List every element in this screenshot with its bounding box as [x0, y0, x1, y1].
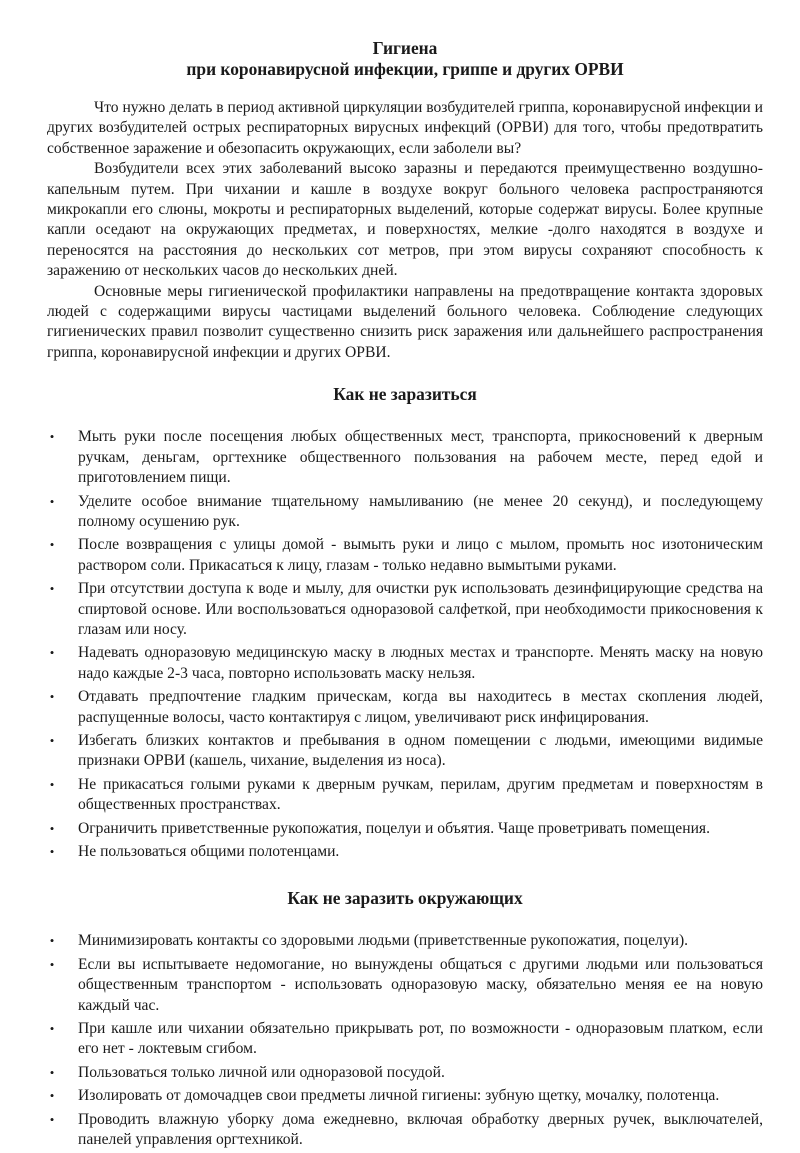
document-page [47, 38, 763, 1153]
list-item [47, 1019, 763, 1060]
list-item-text: При отсутствии доступа к воде и мылу, для очистки рук использовать дезинфицирующие средства на спиртовой основе. Или воспользоваться одноразовой салфеткой, при необходимости прикосновения к глазам или носу. [78, 580, 763, 638]
bullet-icon: • [49, 1088, 55, 1104]
list-item [47, 535, 763, 576]
intro-paragraph-2: Возбудители всех этих заболеваний высоко заразны и передаются преимущественно воздушно-капельным путем. При чихании и кашле в воздухе вокруг больного человека распространяются микрокапли его слюны, мокроты и респираторных выделений, которые содержат вирусы. Более крупные капли оседают на окружающих предметах, и поверхностях, мелкие -долго находятся в воздухе и переносятся на расстояния до нескольких сот метров, при этом вирусы сохраняют способность к заражению от нескольких часов до нескольких дней. [47, 160, 763, 280]
list-item [47, 1063, 763, 1083]
list-item-text: После возвращения с улицы домой - вымыть руки и лицо с мылом, промыть нос изотоническим раствором соли. Прикасаться к лицу, глазам - только недавно вымытыми руками. [78, 536, 763, 574]
bullet-icon: • [49, 537, 55, 553]
list-item [47, 579, 763, 640]
list-item [47, 1086, 763, 1106]
bullet-icon: • [49, 581, 55, 597]
section-heading-prevent-infection: Как не заразиться [333, 384, 477, 405]
section-heading-protect-others: Как не заразить окружающих [287, 888, 523, 909]
list-item-text: Проводить влажную уборку дома ежедневно, включая обработку дверных ручек, выключателей, панелей управления оргтехникой. [78, 1110, 763, 1149]
title-line-2: при коронавирусной инфекции, гриппе и других ОРВИ [186, 59, 624, 79]
bullet-icon: • [49, 844, 55, 859]
list-item [47, 819, 763, 839]
prevent-infection-list [47, 427, 763, 862]
list-item-text: Надевать одноразовую медицинскую маску в людных местах и транспорте. Менять маску на новую надо каждые 2-3 часа, повторно использовать маску нельзя. [78, 644, 763, 682]
bullet-icon: • [49, 1064, 55, 1080]
list-item-text: При кашле или чихании обязательно прикрывать рот, по возможности - одноразовым платком, если его нет - локтевым сгибом. [78, 1020, 763, 1058]
list-item-text: Если вы испытываете недомогание, но вынуждены общаться с другими людьми или пользоваться общественным транспортом - использовать одноразовую маску, обязательно меняя ее на новую каждый час. [78, 955, 763, 1014]
list-item [47, 1110, 763, 1151]
bullet-icon: • [49, 645, 55, 661]
list-item-text: Ограничить приветственные рукопожатия, поцелуи и объятия. Чаще проветривать помещения. [78, 819, 710, 837]
list-item-text: Не прикасаться голыми руками к дверным ручкам, перилам, другим предметам и поверхностям в общественных пространствах. [78, 775, 763, 814]
intro-paragraph-3: Основные меры гигиенической профилактики направлены на предотвращение контакта здоровых людей с содержащими вирусы частицами выделений больного человека. Соблюдение следующих гигиенических правил позволит существенно снизить риск заражения или дальнейшего распространения гриппа, коронавирусной инфекции и других ОРВИ. [47, 282, 763, 361]
bullet-icon: • [49, 933, 55, 949]
list-item [47, 643, 763, 684]
list-item-text: Пользоваться только личной или одноразовой посудой. [78, 1063, 445, 1081]
bullet-icon: • [49, 776, 55, 792]
intro-paragraph-1: Что нужно делать в период активной циркуляции возбудителей гриппа, коронавирусной инфекции и других возбудителей острых респираторных вирусных инфекций (ОРВИ) для того, чтобы предотвратить собственное заражение и обезопасить окружающих, если заболели вы? [47, 99, 763, 157]
bullet-icon: • [49, 732, 55, 748]
bullet-icon: • [49, 429, 55, 445]
bullet-icon: • [49, 689, 55, 705]
title-line-1: Гигиена [372, 38, 438, 58]
bullet-icon: • [49, 493, 55, 509]
list-item [47, 842, 763, 862]
bullet-icon: • [49, 956, 55, 972]
list-item-text: Избегать близких контактов и пребывания в одном помещении с людьми, имеющими видимые признаки ОРВИ (кашель, чихание, выделения из носа). [78, 731, 763, 770]
list-item-text: Изолировать от домочадцев свои предметы личной гигиены: зубную щетку, мочалку, полотенца. [78, 1087, 720, 1105]
list-item [47, 687, 763, 728]
list-item [47, 492, 763, 533]
bullet-icon: • [49, 1021, 55, 1037]
document-title [47, 38, 763, 80]
list-item [47, 731, 763, 772]
list-item-text: Не пользоваться общими полотенцами. [78, 843, 340, 860]
list-item [47, 775, 763, 816]
protect-others-list [47, 931, 763, 1150]
bullet-icon: • [49, 820, 55, 836]
list-item-text: Отдавать предпочтение гладким прическам, когда вы находитесь в местах скопления людей, распущенные волосы, часто контактируя с лицом, увеличивают риск инфицирования. [78, 688, 763, 726]
list-item-text: Минимизировать контакты со здоровыми людьми (приветственные рукопожатия, поцелуи). [78, 932, 689, 950]
list-item [47, 427, 763, 488]
list-item [47, 931, 763, 951]
list-item [47, 955, 763, 1016]
bullet-icon: • [49, 1111, 55, 1127]
list-item-text: Уделите особое внимание тщательному намыливанию (не менее 20 секунд), и последующему полному осушению рук. [78, 492, 763, 530]
list-item-text: Мыть руки после посещения любых общественных мест, транспорта, прикосновений к дверным ручкам, деньгам, оргтехнике общественного пользования на рабочем месте, перед едой и приготовлением пищи. [78, 428, 763, 487]
